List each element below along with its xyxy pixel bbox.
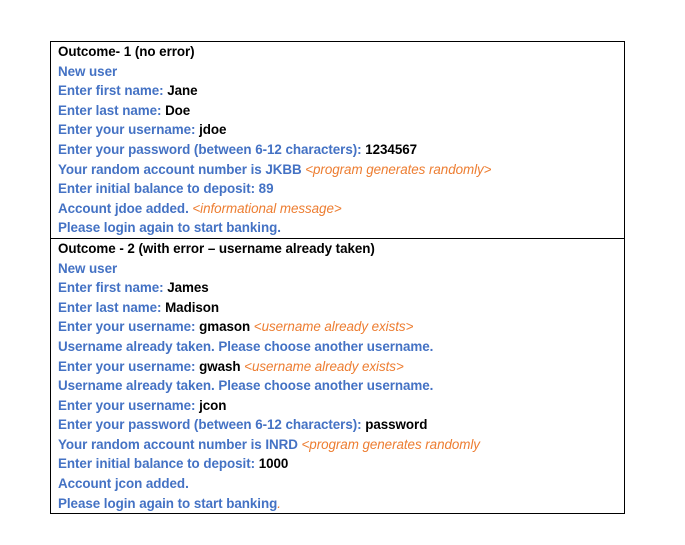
console-line xyxy=(58,474,624,494)
console-line xyxy=(58,160,624,180)
console-line xyxy=(58,317,624,337)
console-line xyxy=(58,81,624,101)
input-value: James xyxy=(167,280,209,296)
annotation-note: <informational message> xyxy=(192,200,342,216)
console-line xyxy=(58,101,624,121)
console-line xyxy=(58,218,624,238)
input-value: Doe xyxy=(165,102,191,118)
console-line xyxy=(58,120,624,140)
input-value: jcon xyxy=(199,397,227,413)
outcome-1-row xyxy=(51,42,625,239)
input-value: Jane xyxy=(167,83,198,99)
console-line xyxy=(58,140,624,160)
prompt-text: Enter your password (between 6-12 characters): xyxy=(58,141,366,157)
prompt-text: Enter first name: xyxy=(58,83,168,99)
prompt-text: Your random account number is JKBB xyxy=(58,161,306,177)
input-value: gmason xyxy=(199,319,251,335)
console-line xyxy=(58,199,624,219)
prompt-text: Enter first name: xyxy=(58,280,168,296)
console-line xyxy=(58,298,624,318)
input-value: jdoe xyxy=(199,122,227,138)
prompt-text: Enter last name: xyxy=(58,102,166,118)
prompt-text: New user xyxy=(58,260,118,276)
prompt-text: Enter your username: xyxy=(58,319,200,335)
prompt-text: Enter your password (between 6-12 characters): xyxy=(58,417,366,433)
console-line xyxy=(58,337,624,357)
prompt-text: Username already taken. Please choose another username. xyxy=(58,338,434,354)
console-line xyxy=(58,357,624,377)
console-line xyxy=(58,179,624,199)
outcome-2-lines xyxy=(58,259,624,514)
input-value: password xyxy=(365,417,428,433)
prompt-text: Enter last name: xyxy=(58,299,166,315)
outcome-2-heading: Outcome - 2 (with error – username already taken) xyxy=(58,240,375,256)
outcome-1-heading: Outcome- 1 (no error) xyxy=(58,44,195,59)
prompt-text: Enter your username: xyxy=(58,397,200,413)
console-line xyxy=(58,415,624,435)
console-line xyxy=(58,278,624,298)
annotation-note: <username already exists> xyxy=(250,319,414,335)
outcome-1-lines xyxy=(58,62,624,238)
prompt-text: Enter initial balance to deposit: xyxy=(58,456,259,472)
final-period: . xyxy=(277,495,281,511)
input-value: Madison xyxy=(165,299,220,315)
prompt-text: Account jcon added. xyxy=(58,476,189,492)
prompt-text: Enter your username: xyxy=(58,358,200,374)
prompt-text: Please login again to start banking. xyxy=(58,220,281,236)
prompt-text: Your random account number is INRD xyxy=(58,436,302,452)
outcomes-table xyxy=(50,41,625,514)
annotation-note: <program generates randomly xyxy=(301,436,480,452)
outcome-1-cell xyxy=(51,42,625,239)
console-line xyxy=(58,376,624,396)
input-value: 1000 xyxy=(258,456,289,472)
console-line xyxy=(58,494,624,514)
console-line xyxy=(58,259,624,279)
console-line xyxy=(58,454,624,474)
console-line xyxy=(58,62,624,82)
annotation-note: <program generates randomly> xyxy=(305,161,492,177)
outcome-2-row xyxy=(51,238,625,513)
annotation-note: <username already exists> xyxy=(240,358,404,374)
prompt-text: Enter your username: xyxy=(58,122,200,138)
input-value: gwash xyxy=(199,358,241,374)
outcome-2-cell xyxy=(51,238,625,513)
prompt-text: Enter initial balance to deposit: 89 xyxy=(58,181,274,197)
prompt-text: Username already taken. Please choose another username. xyxy=(58,378,434,394)
console-line xyxy=(58,396,624,416)
prompt-text: Please login again to start banking xyxy=(58,495,278,511)
input-value: 1234567 xyxy=(365,141,418,157)
console-line xyxy=(58,435,624,455)
prompt-text: Account jdoe added. xyxy=(58,200,193,216)
prompt-text: New user xyxy=(58,63,118,79)
